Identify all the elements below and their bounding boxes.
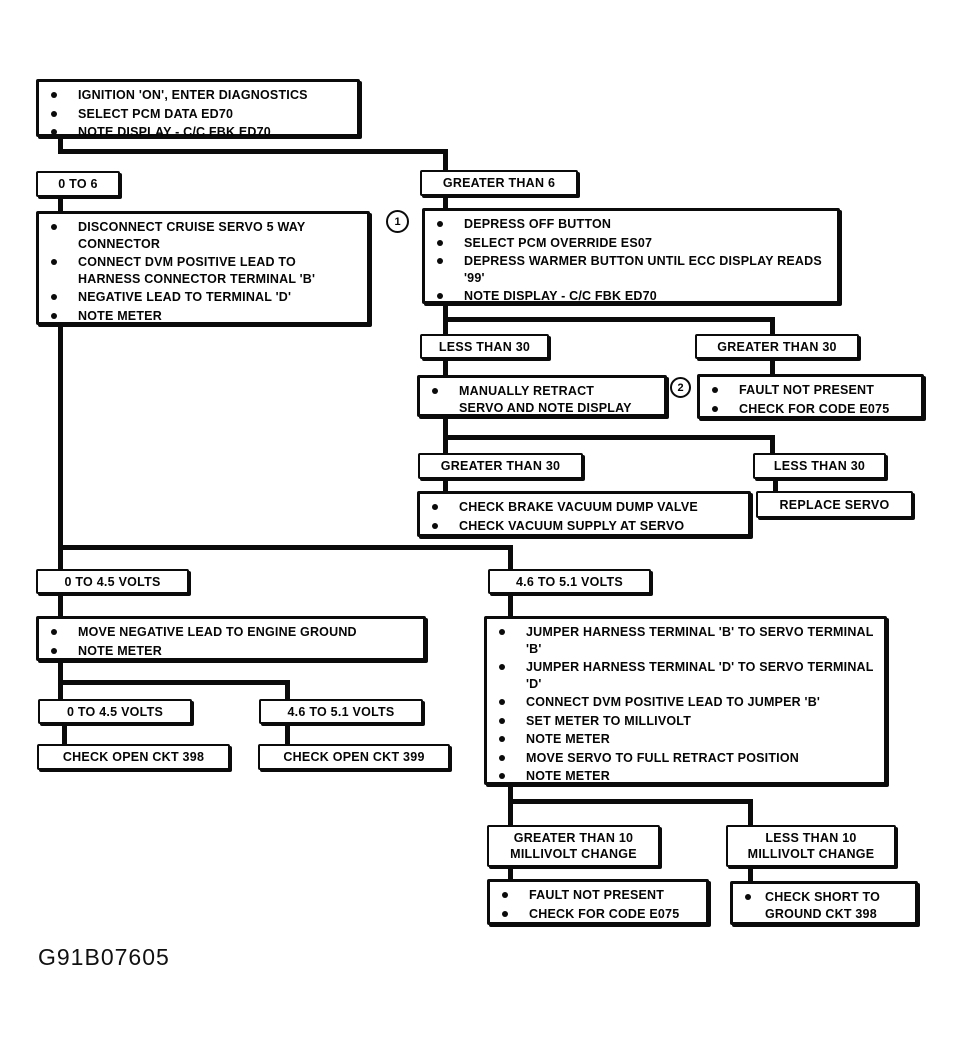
node-check-short-ground [730, 881, 918, 925]
step-text: NOTE METER [526, 769, 610, 783]
node-check-open-ckt-399 [258, 744, 450, 770]
label-text: 4.6 TO 5.1 VOLTS [515, 574, 624, 589]
step-text: NOTE DISPLAY - C/C FBK ED70 [78, 125, 271, 139]
bullet-icon [51, 629, 57, 635]
node-less-than-30-b [753, 453, 886, 479]
node-0-to-45-volts-a [36, 569, 189, 594]
step-row [499, 768, 878, 785]
node-override-steps [422, 208, 840, 304]
bullet-icon [51, 111, 57, 117]
node-disconnect-servo [36, 211, 370, 325]
step-row [432, 499, 742, 516]
step-text: SELECT PCM OVERRIDE ES07 [464, 235, 653, 250]
step-row [499, 713, 878, 730]
step-row [499, 624, 878, 657]
node-less-than-10-mv [726, 825, 896, 867]
connector-line [443, 357, 448, 376]
step-row [499, 731, 878, 748]
connector-line [58, 149, 448, 154]
bullet-icon [499, 755, 505, 761]
bullet-icon [745, 894, 751, 900]
step-text: SET METER TO MILLIVOLT [526, 713, 692, 728]
node-0-to-45-volts-b [38, 699, 192, 724]
connector-line [58, 593, 63, 618]
step-text: NOTE DISPLAY - C/C FBK ED70 [464, 289, 657, 303]
step-text: FAULT NOT PRESENT [529, 888, 665, 902]
connector-line [58, 545, 513, 550]
figure-id: G91B07605 [38, 944, 170, 970]
step-text: CHECK SHORT TO GROUND CKT 398 [765, 890, 881, 921]
node-greater-than-30-b [418, 453, 583, 479]
step-text: JUMPER HARNESS TERMINAL 'D' TO SERVO TERMINAL 'D' [526, 660, 874, 691]
label-text: REPLACE SERVO [779, 497, 890, 512]
node-manually-retract [417, 375, 667, 417]
step-text: SELECT PCM DATA ED70 [78, 106, 234, 121]
step-row [499, 694, 878, 711]
bullet-icon [499, 699, 505, 705]
step-text: CHECK BRAKE VACUUM DUMP VALVE [459, 500, 698, 514]
node-greater-than-10-mv [487, 825, 660, 867]
label-text: 0 TO 6 [58, 177, 98, 191]
step-row [437, 288, 831, 305]
step-text: MANUALLY RETRACT SERVO AND NOTE DISPLAY [459, 384, 632, 415]
connector-line [508, 799, 753, 804]
connector-line [62, 723, 67, 746]
label-text: LESS THAN 10 MILLIVOLT CHANGE [747, 831, 875, 861]
label-text: GREATER THAN 30 [717, 339, 837, 354]
node-greater-than-6 [420, 170, 578, 196]
label-text: GREATER THAN 30 [440, 459, 561, 473]
bullet-icon [499, 718, 505, 724]
node-jumper-steps [484, 616, 887, 785]
node-check-vacuum [417, 491, 751, 537]
node-fault-not-present-a [697, 374, 924, 419]
step-text: CONNECT DVM POSITIVE LEAD TO JUMPER 'B' [526, 695, 821, 709]
bullet-icon [51, 313, 57, 319]
step-row [51, 624, 417, 641]
connector-line [58, 548, 63, 571]
step-text: CHECK VACUUM SUPPLY AT SERVO [459, 518, 685, 533]
step-text: MOVE SERVO TO FULL RETRACT POSITION [526, 750, 799, 765]
label-text: CHECK OPEN CKT 398 [62, 750, 205, 764]
label-text: LESS THAN 30 [773, 459, 866, 473]
bullet-icon [502, 911, 508, 917]
bullet-icon [51, 294, 57, 300]
connector-line [443, 320, 448, 335]
bullet-icon [499, 736, 505, 742]
bullet-icon [437, 240, 443, 246]
connector-line [508, 593, 513, 618]
bullet-icon [499, 773, 505, 779]
step-row [502, 906, 700, 923]
step-row [437, 253, 831, 286]
node-46-to-51-volts-b [259, 699, 423, 724]
node-greater-than-30-a [695, 334, 859, 359]
bullet-icon [437, 221, 443, 227]
bullet-icon [499, 629, 505, 635]
step-text: CONNECT DVM POSITIVE LEAD TO HARNESS CONNECTOR TERMINAL 'B' [78, 255, 316, 286]
label-text: 4.6 TO 5.1 VOLTS [287, 704, 395, 719]
step-text: NOTE METER [526, 732, 610, 746]
connector-line [443, 435, 775, 440]
node-move-negative [36, 616, 426, 661]
node-check-open-ckt-398 [37, 744, 230, 770]
step-row [745, 889, 909, 922]
connector-line [443, 317, 775, 322]
node-less-than-30-a [420, 334, 549, 359]
connector-line [770, 317, 775, 335]
step-row [499, 750, 878, 767]
step-text: CHECK FOR CODE E075 [739, 401, 890, 416]
bullet-icon [51, 129, 57, 135]
connector-line [508, 548, 513, 571]
step-text: NOTE METER [78, 308, 162, 323]
step-text: FAULT NOT PRESENT [739, 383, 875, 397]
step-text: MOVE NEGATIVE LEAD TO ENGINE GROUND [78, 625, 357, 639]
connector-line [285, 723, 290, 746]
step-2-marker [670, 377, 691, 398]
bullet-icon [51, 224, 57, 230]
bullet-icon [712, 387, 718, 393]
step-text: IGNITION 'ON', ENTER DIAGNOSTICS [78, 88, 308, 102]
bullet-icon [499, 664, 505, 670]
bullet-icon [712, 406, 718, 412]
bullet-icon [51, 259, 57, 265]
step-row [502, 887, 700, 904]
marker-text: 1 [394, 215, 401, 228]
node-46-to-51-volts-a [488, 569, 651, 594]
step-1-marker [386, 210, 409, 233]
step-row [51, 308, 361, 325]
step-row [712, 382, 915, 399]
label-text: GREATER THAN 6 [442, 176, 556, 190]
marker-text: 2 [677, 381, 684, 394]
step-row [51, 643, 417, 660]
step-text: JUMPER HARNESS TERMINAL 'B' TO SERVO TERMINAL 'B' [526, 625, 874, 656]
bullet-icon [432, 504, 438, 510]
step-text: NOTE METER [78, 643, 162, 658]
step-row [51, 289, 361, 306]
step-row [51, 87, 351, 104]
connector-line [58, 680, 290, 685]
label-text: 0 TO 4.5 VOLTS [66, 704, 164, 719]
label-text: GREATER THAN 10 MILLIVOLT CHANGE [510, 831, 637, 861]
node-replace-servo [756, 491, 913, 518]
bullet-icon [51, 92, 57, 98]
step-row [432, 518, 742, 535]
connector-line [443, 149, 448, 172]
connector-line [770, 357, 775, 375]
bullet-icon [502, 892, 508, 898]
step-row [499, 659, 878, 692]
step-row [712, 401, 915, 418]
label-text: CHECK OPEN CKT 399 [283, 750, 425, 764]
node-start [36, 79, 360, 137]
step-row [51, 254, 361, 287]
connector-line [58, 324, 63, 548]
connector-line [508, 802, 513, 826]
connector-line [748, 802, 753, 826]
step-row [432, 383, 658, 416]
step-row [437, 235, 831, 252]
step-text: DEPRESS WARMER BUTTON UNTIL ECC DISPLAY READS '99' [464, 254, 822, 285]
step-row [437, 216, 831, 233]
step-row [51, 219, 361, 252]
step-text: DISCONNECT CRUISE SERVO 5 WAY CONNECTOR [78, 220, 306, 251]
bullet-icon [432, 523, 438, 529]
label-text: LESS THAN 30 [438, 339, 531, 354]
step-row [51, 106, 351, 123]
bullet-icon [437, 293, 443, 299]
bullet-icon [51, 648, 57, 654]
node-fault-not-present-b [487, 879, 709, 925]
bullet-icon [437, 258, 443, 264]
bullet-icon [432, 388, 438, 394]
step-text: DEPRESS OFF BUTTON [464, 217, 612, 231]
node-0-to-6 [36, 171, 120, 197]
step-text: NEGATIVE LEAD TO TERMINAL 'D' [78, 290, 292, 304]
step-text: CHECK FOR CODE E075 [529, 906, 680, 921]
step-row [51, 124, 351, 141]
label-text: 0 TO 4.5 VOLTS [64, 574, 161, 589]
